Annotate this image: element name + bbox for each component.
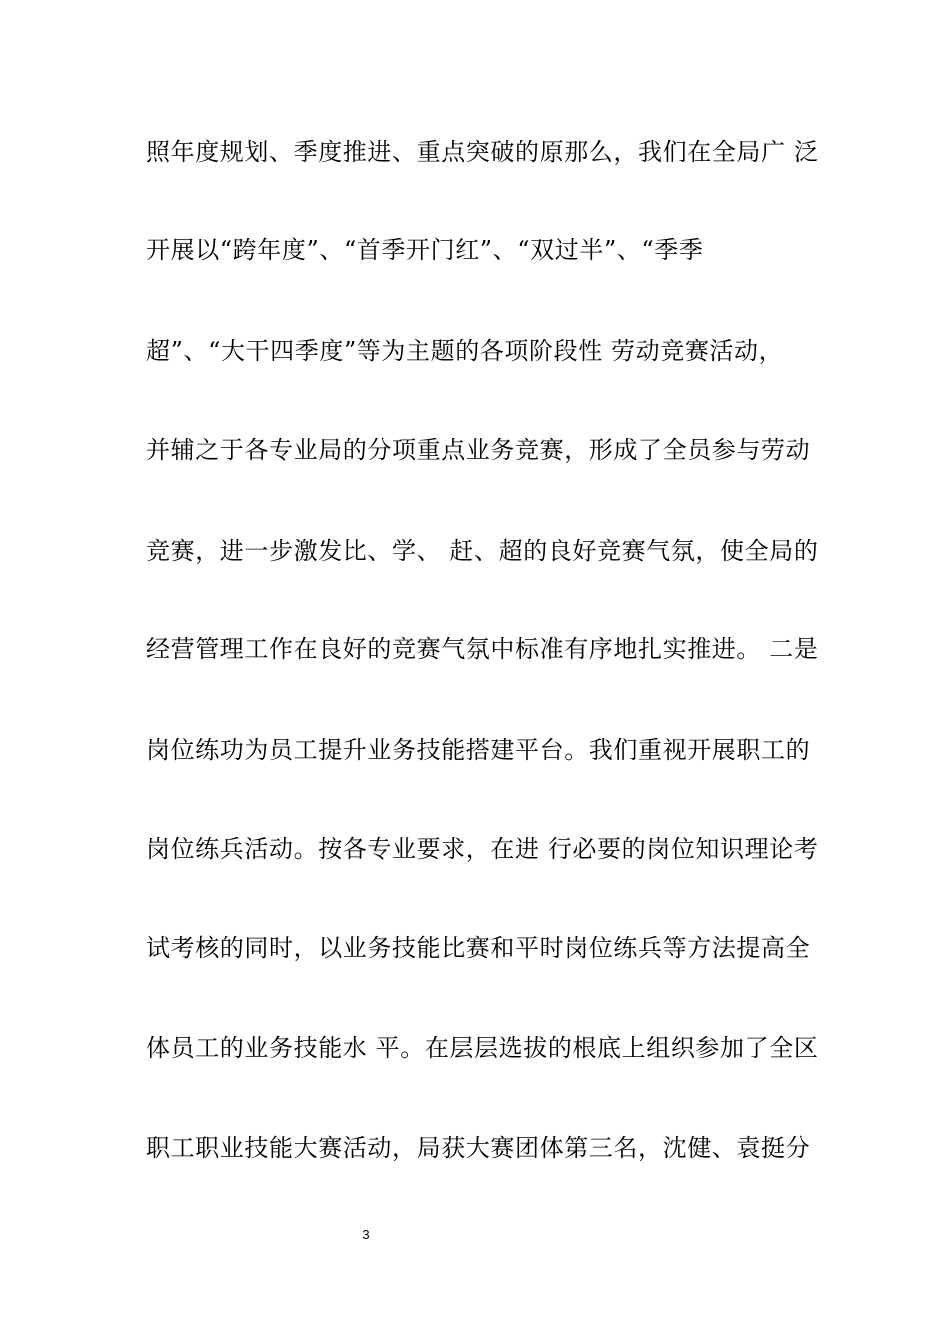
body-text-line: 试考核的同时，以业务技能比赛和平时岗位练兵等方法提高全 (146, 934, 811, 962)
body-text-line: 超”、“大干四季度”等为主题的各项阶段性 劳动竞赛活动， (146, 337, 784, 365)
body-text-line: 竞赛，进一步激发比、学、 赶、超的良好竞赛气氛，使全局的 (146, 537, 819, 565)
body-text-line: 照年度规划、季度推进、重点突破的原那么，我们在全局广 泛 (146, 138, 819, 166)
body-text-line: 岗位练兵活动。按各专业要求，在进 行必要的岗位知识理论考 (146, 835, 819, 863)
body-text-line: 岗位练功为员工提升业务技能搭建平台。我们重视开展职工的 (146, 736, 811, 764)
body-text-line: 体员工的业务技能水 平。在层层选拔的根底上组织参加了全区 (146, 1034, 819, 1062)
body-text-line: 并辅之于各专业局的分项重点业务竞赛，形成了全员参与劳动 (146, 436, 811, 464)
page-number: 3 (362, 1227, 370, 1242)
body-text-line: 经营管理工作在良好的竞赛气氛中标准有序地扎实推进。 二是 (146, 635, 819, 663)
body-text-line: 开展以“跨年度”、“首季开门红”、“双过半”、“季季 (146, 236, 704, 264)
body-text-line: 职工职业技能大赛活动，局获大赛团体第三名，沈健、袁挺分 (146, 1134, 811, 1162)
